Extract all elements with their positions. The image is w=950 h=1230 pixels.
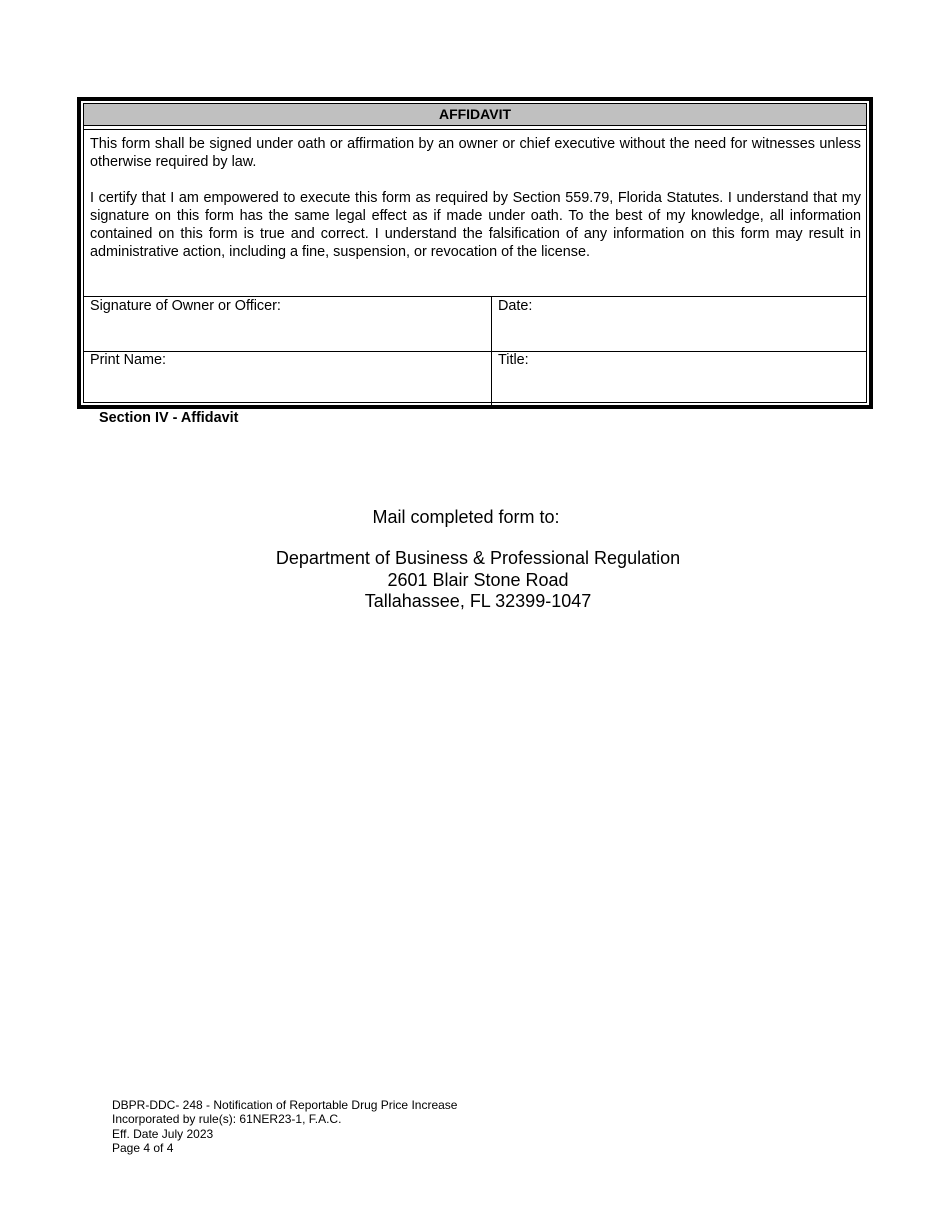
header-divider xyxy=(84,129,866,130)
signature-table xyxy=(84,296,866,405)
print-name-label: Print Name: xyxy=(90,352,166,368)
address-line-street: 2601 Blair Stone Road xyxy=(387,569,569,590)
signature-label: Signature of Owner or Officer: xyxy=(90,298,281,314)
affidavit-header: AFFIDAVIT xyxy=(84,104,866,126)
title-field[interactable] xyxy=(492,351,866,405)
title-label: Title: xyxy=(498,352,529,368)
mailing-address xyxy=(3,548,950,613)
print-name-field[interactable] xyxy=(84,351,492,405)
affidavit-frame xyxy=(83,103,867,403)
address-line-city: Tallahassee, FL 32399-1047 xyxy=(364,591,592,611)
footer-rule: Incorporated by rule(s): 61NER23-1, F.A.C. xyxy=(112,1112,342,1127)
affidavit-certification-paragraph: I certify that I am empowered to execute this form as required by Section 559.79, Florida Statutes. I understand that my signature on this form has the same legal effect as if made under oath. To the best of my knowledge, all information contained on this form is true and correct. I understand the falsification of any information on this form may result in administrative action, including a fine, suspension, or revocation of the license. xyxy=(90,190,861,260)
footer-form-id: DBPR-DDC- 248 - Notification of Reportable Drug Price Increase xyxy=(112,1098,458,1112)
affidavit-body xyxy=(90,135,861,279)
address-line-department: Department of Business & Professional Regulation xyxy=(275,548,681,568)
date-label: Date: xyxy=(498,298,533,314)
date-field[interactable] xyxy=(492,297,866,351)
signature-row xyxy=(84,297,866,352)
print-name-row xyxy=(84,351,866,405)
page-footer xyxy=(112,1098,457,1155)
section-label: Section IV - Affidavit xyxy=(99,410,239,426)
footer-page-number: Page 4 of 4 xyxy=(112,1140,174,1155)
affidavit-section xyxy=(77,97,873,409)
affidavit-oath-paragraph: This form shall be signed under oath or affirmation by an owner or chief executive without the need for witnesses unless otherwise required by law. xyxy=(90,136,861,170)
mail-instruction: Mail completed form to: xyxy=(372,507,560,527)
footer-effective-date: Eff. Date July 2023 xyxy=(112,1126,214,1141)
signature-field[interactable] xyxy=(84,297,492,351)
